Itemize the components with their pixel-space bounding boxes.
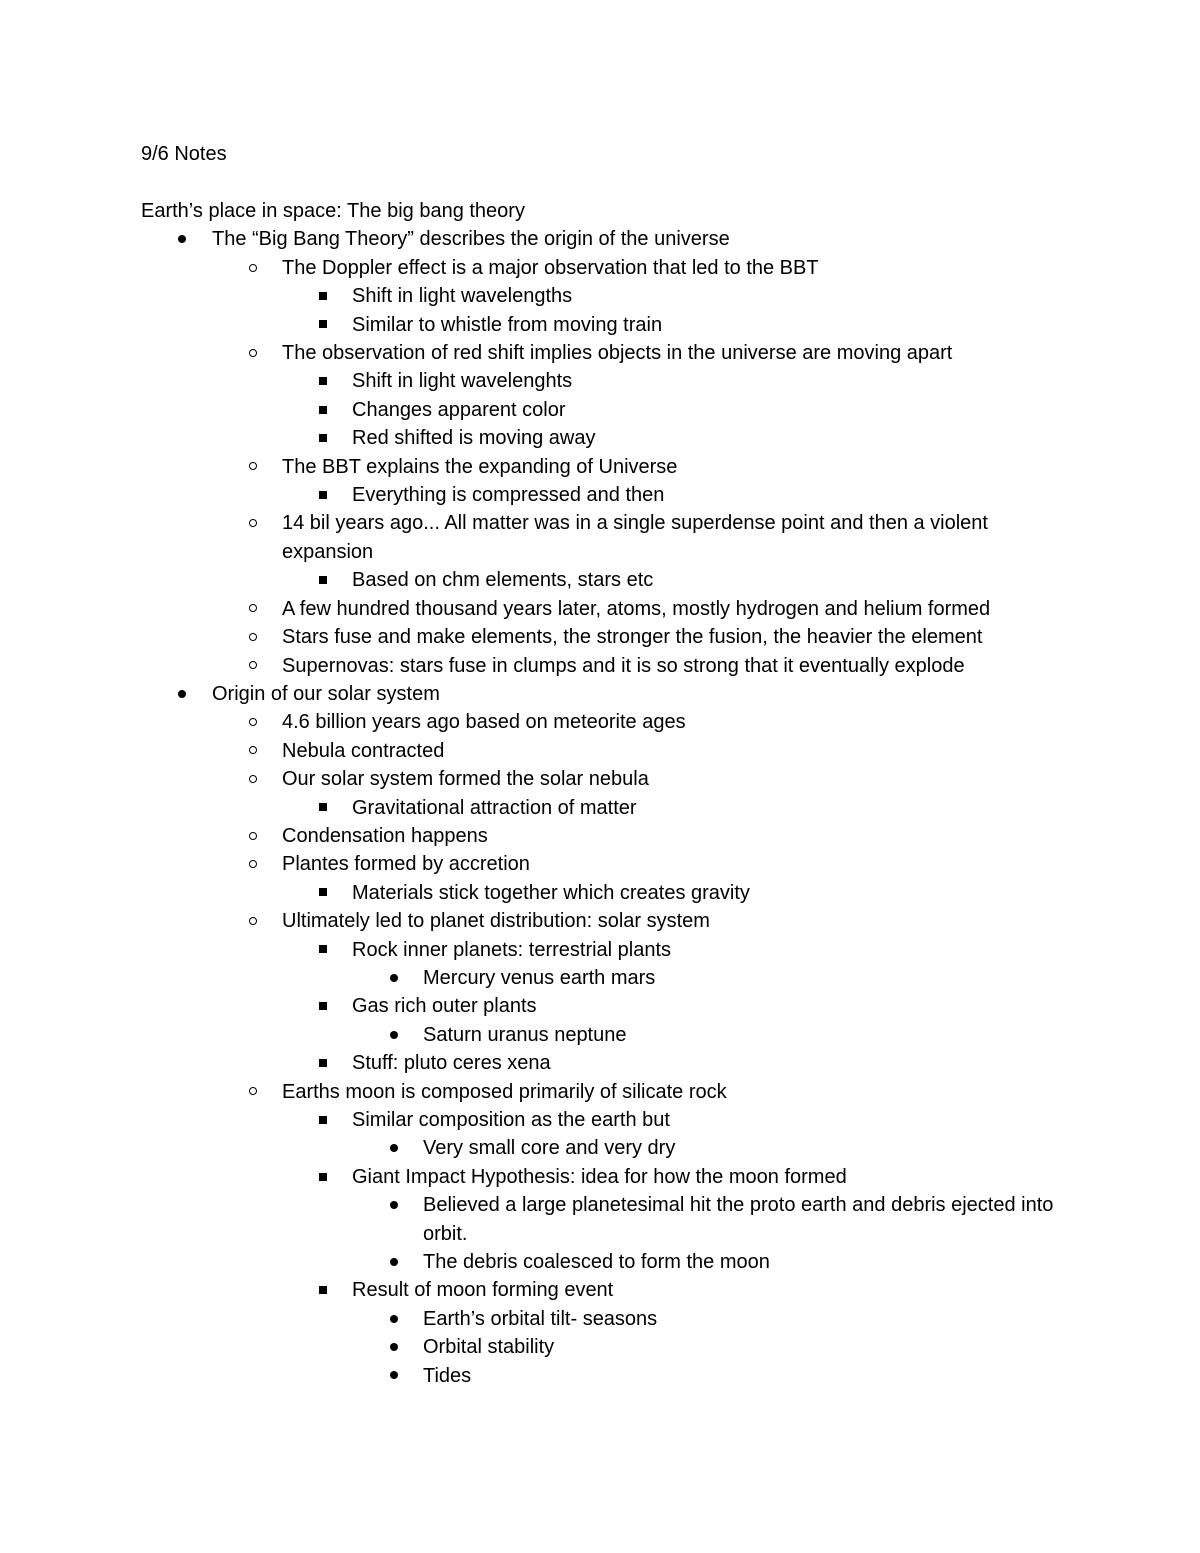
list-item bbox=[141, 282, 1061, 310]
list-item bbox=[141, 879, 1061, 907]
filled-circle-bullet-icon bbox=[384, 1305, 404, 1333]
list-item bbox=[141, 1049, 1061, 1077]
filled-circle-bullet-icon bbox=[384, 1333, 404, 1361]
list-item-text: Rock inner planets: terrestrial plants bbox=[352, 938, 672, 961]
list-item-text: Earths moon is composed primarily of silicate rock bbox=[282, 1080, 727, 1103]
list-item bbox=[141, 765, 1061, 793]
hollow-circle-bullet-icon bbox=[243, 907, 263, 935]
list-item-text: Our solar system formed the solar nebula bbox=[282, 768, 649, 791]
list-item-text: Similar to whistle from moving train bbox=[352, 313, 663, 336]
list-item bbox=[141, 424, 1061, 452]
list-item bbox=[141, 453, 1061, 481]
filled-circle-bullet-icon bbox=[384, 1362, 404, 1390]
list-item-text: The observation of red shift implies objects in the universe are moving apart bbox=[282, 342, 953, 365]
list-item-text: Mercury venus earth mars bbox=[423, 966, 656, 989]
hollow-circle-bullet-icon bbox=[243, 708, 263, 736]
filled-square-bullet-icon bbox=[313, 566, 333, 594]
list-item-text: Supernovas: stars fuse in clumps and it is so strong that it eventually explode bbox=[282, 654, 965, 677]
list-item bbox=[141, 992, 1061, 1020]
filled-square-bullet-icon bbox=[313, 367, 333, 395]
list-item bbox=[141, 311, 1061, 339]
filled-square-bullet-icon bbox=[313, 936, 333, 964]
list-item bbox=[141, 481, 1061, 509]
list-item bbox=[141, 652, 1061, 680]
hollow-circle-bullet-icon bbox=[243, 339, 263, 367]
list-item-text: Materials stick together which creates gravity bbox=[352, 881, 750, 904]
list-item-text: Shift in light wavelenghts bbox=[352, 370, 573, 393]
section-heading: Earth’s place in space: The big bang theory bbox=[141, 200, 525, 222]
list-item bbox=[141, 595, 1061, 623]
list-item bbox=[141, 1333, 1061, 1361]
list-item-text: Similar composition as the earth but bbox=[352, 1109, 670, 1131]
hollow-circle-bullet-icon bbox=[243, 453, 263, 481]
filled-square-bullet-icon bbox=[313, 1163, 333, 1191]
hollow-circle-bullet-icon bbox=[243, 652, 263, 680]
filled-circle-bullet-icon bbox=[384, 964, 404, 992]
list-item-text: Stuff: pluto ceres xena bbox=[352, 1052, 551, 1075]
hollow-circle-bullet-icon bbox=[243, 737, 263, 765]
list-item-text: Everything is compressed and then bbox=[352, 484, 665, 507]
list-item-text: Stars fuse and make elements, the stronger the fusion, the heavier the element bbox=[282, 626, 983, 649]
filled-square-bullet-icon bbox=[313, 282, 333, 310]
list-item bbox=[141, 396, 1061, 424]
notes-outline bbox=[141, 225, 1061, 1390]
list-item-text: Nebula contracted bbox=[282, 739, 445, 762]
list-item-text: Giant Impact Hypothesis: idea for how the moon formed bbox=[352, 1165, 847, 1188]
list-item-text: Believed a large planetesimal hit the proto earth and debris ejected into orbit. bbox=[423, 1194, 1054, 1245]
list-item bbox=[141, 964, 1061, 992]
list-item-text: The debris coalesced to form the moon bbox=[423, 1251, 770, 1274]
list-item bbox=[141, 708, 1061, 736]
list-item bbox=[141, 1021, 1061, 1049]
page-title: 9/6 Notes bbox=[141, 143, 227, 165]
list-item bbox=[141, 680, 1061, 708]
list-item-text: Condensation happens bbox=[282, 824, 488, 847]
hollow-circle-bullet-icon bbox=[243, 509, 263, 537]
list-item bbox=[141, 907, 1061, 935]
list-item-text: 14 bil years ago... All matter was in a single superdense point and then a violent expansion bbox=[282, 512, 988, 563]
hollow-circle-bullet-icon bbox=[243, 765, 263, 793]
list-item bbox=[141, 850, 1061, 878]
list-item-text: Saturn uranus neptune bbox=[423, 1023, 627, 1046]
list-item bbox=[141, 339, 1061, 367]
list-item-text: Origin of our solar system bbox=[212, 682, 440, 705]
list-item-text: Red shifted is moving away bbox=[352, 427, 596, 450]
list-item-text: Gravitational attraction of matter bbox=[352, 796, 637, 819]
list-item-text: Orbital stability bbox=[423, 1336, 555, 1359]
list-item bbox=[141, 936, 1061, 964]
hollow-circle-bullet-icon bbox=[243, 1078, 263, 1106]
filled-square-bullet-icon bbox=[313, 879, 333, 907]
list-item-text: Ultimately led to planet distribution: solar system bbox=[282, 910, 710, 933]
hollow-circle-bullet-icon bbox=[243, 254, 263, 282]
list-item bbox=[141, 623, 1061, 651]
list-item-text: Tides bbox=[423, 1364, 472, 1387]
filled-square-bullet-icon bbox=[313, 992, 333, 1020]
list-item bbox=[141, 1106, 1061, 1134]
list-item bbox=[141, 254, 1061, 282]
list-item-text: A few hundred thousand years later, atoms, mostly hydrogen and helium formed bbox=[282, 597, 991, 620]
hollow-circle-bullet-icon bbox=[243, 822, 263, 850]
filled-square-bullet-icon bbox=[313, 794, 333, 822]
filled-square-bullet-icon bbox=[313, 481, 333, 509]
list-item bbox=[141, 509, 1061, 566]
hollow-circle-bullet-icon bbox=[243, 623, 263, 651]
list-item-text: The Doppler effect is a major observation that led to the BBT bbox=[282, 256, 819, 279]
list-item bbox=[141, 1134, 1061, 1162]
list-item-text: Based on chm elements, stars etc bbox=[352, 569, 654, 592]
list-item-text: Plantes formed by accretion bbox=[282, 853, 530, 876]
list-item bbox=[141, 1163, 1061, 1191]
list-item bbox=[141, 822, 1061, 850]
list-item-text: 4.6 billion years ago based on meteorite ages bbox=[282, 711, 686, 734]
list-item-text: Changes apparent color bbox=[352, 398, 566, 421]
list-item bbox=[141, 794, 1061, 822]
list-item-text: Result of moon forming event bbox=[352, 1279, 614, 1302]
filled-circle-bullet-icon bbox=[384, 1134, 404, 1162]
list-item bbox=[141, 1248, 1061, 1276]
hollow-circle-bullet-icon bbox=[243, 595, 263, 623]
list-item bbox=[141, 367, 1061, 395]
filled-square-bullet-icon bbox=[313, 1106, 333, 1134]
filled-circle-bullet-icon bbox=[384, 1021, 404, 1049]
filled-square-bullet-icon bbox=[313, 396, 333, 424]
filled-circle-bullet-icon bbox=[384, 1191, 404, 1219]
filled-square-bullet-icon bbox=[313, 311, 333, 339]
filled-circle-bullet-icon bbox=[172, 680, 192, 708]
list-item-text: Very small core and very dry bbox=[423, 1137, 676, 1160]
list-item bbox=[141, 225, 1061, 253]
list-item bbox=[141, 1078, 1061, 1106]
list-item-text: The “Big Bang Theory” describes the origin of the universe bbox=[212, 228, 730, 251]
list-item bbox=[141, 1305, 1061, 1333]
filled-square-bullet-icon bbox=[313, 1049, 333, 1077]
filled-circle-bullet-icon bbox=[384, 1248, 404, 1276]
filled-circle-bullet-icon bbox=[172, 225, 192, 253]
list-item bbox=[141, 1362, 1061, 1390]
notes-body bbox=[141, 197, 1061, 1390]
list-item-text: Shift in light wavelengths bbox=[352, 285, 573, 308]
list-item-text: Earth’s orbital tilt- seasons bbox=[423, 1307, 658, 1330]
hollow-circle-bullet-icon bbox=[243, 850, 263, 878]
list-item bbox=[141, 737, 1061, 765]
list-item bbox=[141, 566, 1061, 594]
list-item-text: Gas rich outer plants bbox=[352, 995, 537, 1018]
list-item bbox=[141, 1276, 1061, 1304]
list-item bbox=[141, 1191, 1061, 1248]
filled-square-bullet-icon bbox=[313, 424, 333, 452]
list-item-text: The BBT explains the expanding of Universe bbox=[282, 455, 678, 478]
filled-square-bullet-icon bbox=[313, 1276, 333, 1304]
